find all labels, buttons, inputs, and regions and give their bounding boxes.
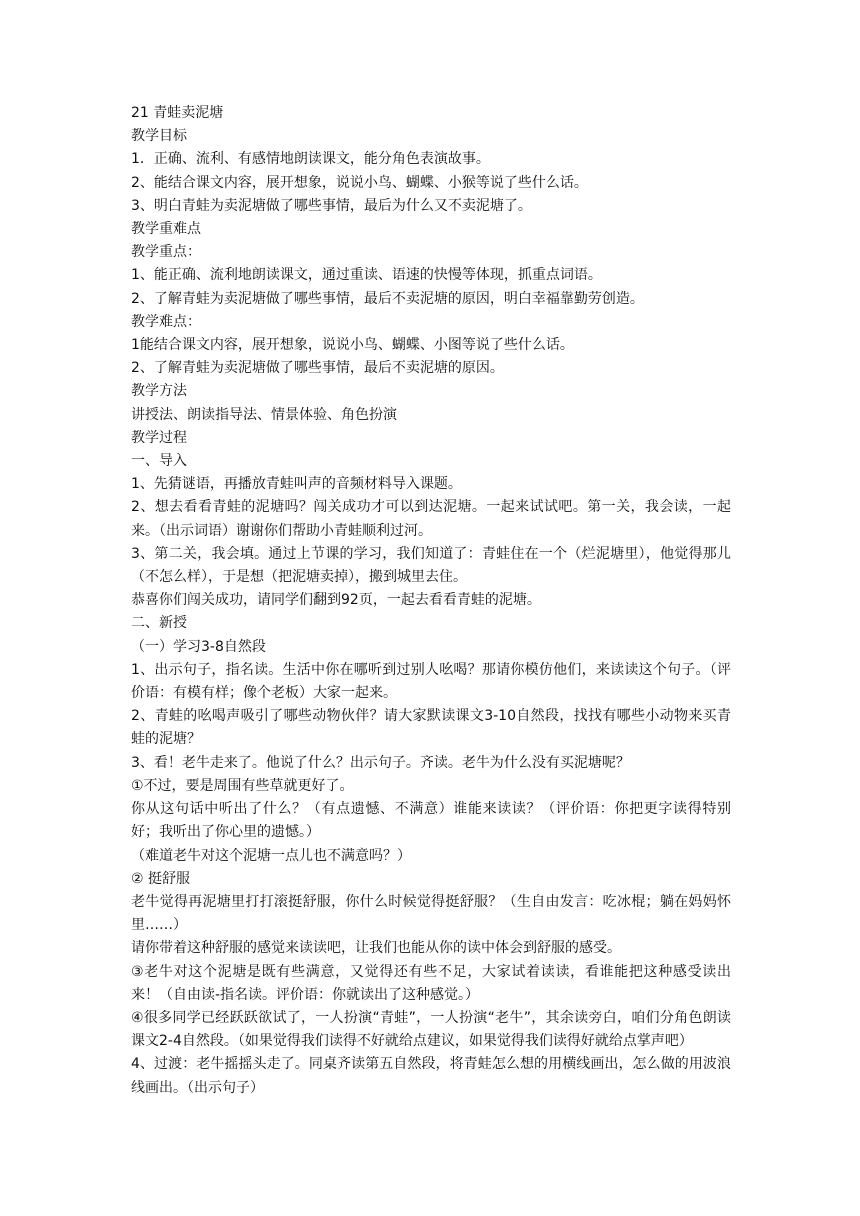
subsection-heading: 二、新授 <box>131 615 187 632</box>
document-page <box>131 102 731 1100</box>
paragraph: 2、想去看看青蛙的泥塘吗？闯关成功才可以到达泥塘。一起来试试吧。第一关，我会读，一起来。（出示词语）谢谢你们帮助小青蛙顺利过河。 <box>131 499 731 539</box>
paragraph: ③老牛对这个泥塘是既有些满意，又觉得还有些不足，大家试着读读，看谁能把这种感受读出来！（自由读-指名读。评价语：你就读出了这种感觉。） <box>131 963 731 1003</box>
paragraph: 1能结合课文内容，展开想象，说说小鸟、蝴蝶、小图等说了些什么话。 <box>131 337 574 354</box>
paragraph: 4、过渡：老牛摇摇头走了。同桌齐读第五自然段，将青蛙怎么想的用横线画出，怎么做的用波浪线画出。（出示句子） <box>131 1056 731 1096</box>
lesson-title: 21 青蛙卖泥塘 <box>131 105 224 121</box>
paragraph: 请你带着这种舒服的感觉来读读吧，让我们也能从你的读中体会到舒服的感受。 <box>131 940 621 957</box>
paragraph: 恭喜你们闯关成功，请同学们翻到92页，一起去看看青蛙的泥塘。 <box>131 592 541 609</box>
paragraph: 2、能结合课文内容，展开想象，说说小鸟、蝴蝶、小猴等说了些什么话。 <box>131 174 588 191</box>
paragraph: ①不过，要是周围有些草就更好了。 <box>131 777 354 794</box>
paragraph: 1、先猜谜语，再播放青蛙叫声的音频材料导入课题。 <box>131 476 462 493</box>
paragraph: 2、青蛙的吆喝声吸引了哪些动物伙伴？请大家默读课文3-10自然段，找找有哪些小动物来买青蛙的泥塘？ <box>131 708 731 748</box>
paragraph: 3、第二关，我会填。通过上节课的学习，我们知道了：青蛙住在一个（烂泥塘里），他觉得那儿（不怎么样），于是想（把泥塘卖掉），搬到城里去住。 <box>131 545 731 586</box>
paragraph: 1、能正确、流利地朗读课文，通过重读、语速的快慢等体现，抓重点词语。 <box>131 267 602 284</box>
paragraph: 2、了解青蛙为卖泥塘做了哪些事情，最后不卖泥塘的原因，明白幸福靠勤劳创造。 <box>131 290 644 307</box>
paragraph: 1．正确、流利、有感情地朗读课文，能分角色表演故事。 <box>131 151 490 168</box>
subsection-heading: 一、导入 <box>131 453 187 470</box>
paragraph: 2、了解青蛙为卖泥塘做了哪些事情，最后不卖泥塘的原因。 <box>131 360 504 377</box>
paragraph: 3、明白青蛙为卖泥塘做了哪些事情，最后为什么又不卖泥塘了。 <box>131 197 532 214</box>
subsection-heading: 教学难点： <box>131 313 201 330</box>
subsection-heading: 教学重点： <box>131 244 201 261</box>
subsection-heading: （一）学习3-8自然段 <box>131 638 266 655</box>
paragraph: （难道老牛对这个泥塘一点儿也不满意吗？） <box>131 847 411 864</box>
paragraph: 3、看！老牛走来了。他说了什么？出示句子。齐读。老牛为什么没有买泥塘呢？ <box>131 754 630 771</box>
section-heading: 教学过程 <box>131 429 187 446</box>
paragraph: 讲授法、朗读指导法、情景体验、角色扮演 <box>131 406 397 423</box>
paragraph: 老牛觉得再泥塘里打打滚挺舒服，你什么时候觉得挺舒服？（生自由发言：吃冰棍；躺在妈妈怀里……） <box>131 893 731 934</box>
paragraph: ④很多同学已经跃跃欲试了，一人扮演“青蛙”，一人扮演“老牛”，其余读旁白，咱们分角色朗读课文2-4自然段。（如果觉得我们读得不好就给点建议，如果觉得我们读得好就给点掌声吧） <box>131 1009 731 1050</box>
paragraph: ② 挺舒服 <box>131 870 191 887</box>
section-heading: 教学方法 <box>131 383 187 400</box>
paragraph: 1、出示句子，指名读。生活中你在哪听到过别人吆喝？那请你模仿他们，来读读这个句子。（评价语：有模有样；像个老板）大家一起来。 <box>131 661 731 702</box>
section-heading: 教学目标 <box>131 128 187 145</box>
section-heading: 教学重难点 <box>131 221 201 238</box>
paragraph: 你从这句话中听出了什么？（有点遗憾、不满意）谁能来读读？（评价语：你把更字读得特别好；我听出了你心里的遗憾。） <box>131 801 731 841</box>
